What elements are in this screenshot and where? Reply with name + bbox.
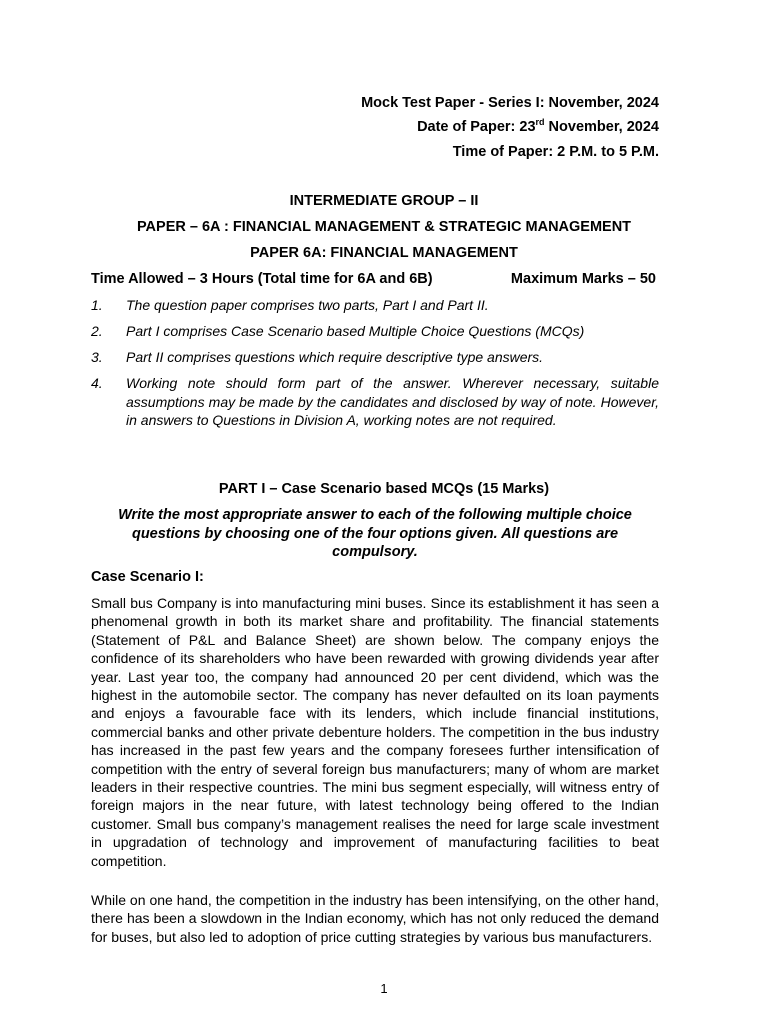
part-one-title: PART I – Case Scenario based MCQs (15 Marks) xyxy=(218,481,550,497)
part-one-instruction: Write the most appropriate answer to each of the following multiple choice questions by choosing one of the four options given. All questions are compulsory. xyxy=(118,507,632,560)
instruction-item xyxy=(91,374,659,430)
instruction-text: Working note should form part of the answer. Wherever necessary, suitable assumptions may be made by the candidates and disclosed by way of note. However, in answers to Questions in Division A, working notes are not required. xyxy=(126,375,659,428)
instruction-item xyxy=(91,348,659,367)
case-paragraph: While on one hand, the competition in the industry has been intensifying, on the other hand, there has been a slowdown in the Indian economy, which has not only reduced the demand for buses, but also led to adoption of price cutting strategies by various bus manufacturers. xyxy=(91,892,659,945)
instruction-number: 2. xyxy=(91,323,103,339)
instruction-number: 4. xyxy=(91,375,103,391)
instruction-text: Part I comprises Case Scenario based Multiple Choice Questions (MCQs) xyxy=(126,323,585,339)
case-paragraph: Small bus Company is into manufacturing mini buses. Since its establishment it has seen a phenomenal growth in both its market share and profitability. The financial statements (Statement of P&L and Balance Sheet) are shown below. The company enjoys the confidence of its shareholders who have been rewarded with growing dividends year after year. Last year too, the company had announced 20 per cent dividend, which was the highest in the automobile sector. The company has never defaulted on its loan payments and enjoys a favourable face with its lenders, which include financial institutions, commercial banks and other private debenture holders. The competition in the bus industry has increased in the past few years and the company foresees further intensification of competition with the entry of several foreign bus manufacturers; many of whom are market leaders in their respective countries. The mini bus segment especially, will witness entry of foreign majors in the near future, with latest technology being offered to the Indian customer. Small bus company’s management realises the need for large scale investment in upgradation of technology and improvement of manufacturing facilities to beat competition. xyxy=(91,595,659,869)
maximum-marks: Maximum Marks – 50 xyxy=(510,271,656,287)
subpaper-title: PAPER 6A: FINANCIAL MANAGEMENT xyxy=(250,245,518,261)
page-number: 1 xyxy=(380,981,388,996)
instruction-item xyxy=(91,296,659,315)
case-scenario-title: Case Scenario I: xyxy=(91,569,204,585)
instruction-text: Part II comprises questions which require descriptive type answers. xyxy=(126,349,544,365)
group-title: INTERMEDIATE GROUP – II xyxy=(289,193,479,209)
instruction-number: 3. xyxy=(91,349,103,365)
instruction-item xyxy=(91,322,659,341)
instruction-number: 1. xyxy=(91,297,103,313)
time-marks-row xyxy=(91,271,656,287)
instruction-text: The question paper comprises two parts, Part I and Part II. xyxy=(126,297,489,313)
mock-test-title: Mock Test Paper - Series I: November, 2024 xyxy=(361,95,659,111)
time-of-paper: Time of Paper: 2 P.M. to 5 P.M. xyxy=(452,144,659,160)
time-allowed: Time Allowed – 3 Hours (Total time for 6A and 6B) xyxy=(91,271,433,287)
date-of-paper: Date of Paper: 23rd November, 2024 xyxy=(417,117,659,135)
paper-title: PAPER – 6A : FINANCIAL MANAGEMENT & STRATEGIC MANAGEMENT xyxy=(136,219,632,235)
